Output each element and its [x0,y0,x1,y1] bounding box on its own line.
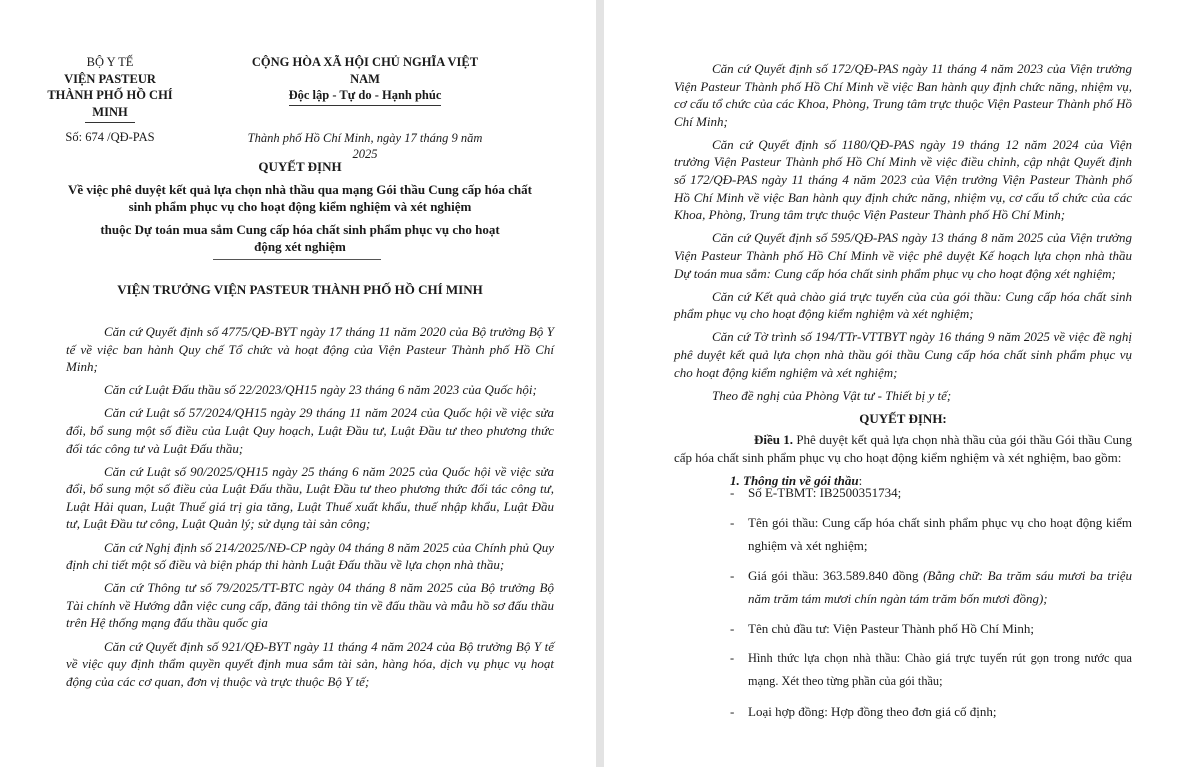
issuing-agency [40,54,180,146]
document-subject: Về việc phê duyệt kết quả lựa chọn nhà thầu qua mạng Gói thầu Cung cấp hóa chất sinh phẩm phục vụ cho hoạt động kiểm nghiệm và xét nghiệm [68,182,532,214]
legal-basis-paragraph: Căn cứ Luật số 90/2025/QH15 ngày 25 tháng 6 năm 2025 của Quốc hội về việc sửa đổi, bổ sung một số điều của Luật Đấu thầu, Luật Đầu tư theo phương thức đối tác công tư, Luật Hải quan, Luật Thuế giá trị gia tăng, Luật Thuế xuất khẩu, thuế nhập khẩu, Luật Đầu tư, Luật Đầu tư công, Luật Quản lý; sử dụng tài sản công; [66,463,554,532]
agency-underline [85,122,135,123]
legal-basis-list-continued [674,60,1132,490]
list-item [730,700,1132,723]
title-divider [213,259,381,260]
legal-basis-paragraph: Căn cứ Luật số 57/2024/QH15 ngày 29 tháng 11 năm 2024 của Quốc hội về việc sửa đổi, bổ sung một số điều của Luật Quy hoạch, Luật Đầu tư, Luật Đầu tư theo phương thức đối tác công tư và Luật Đấu thầu; [66,405,554,456]
item-amount-in-words: (Bằng chữ: Ba trăm sáu mươi ba triệu năm trăm tám mươi chín ngàn tám trăm bốn mươi đồng); [748,568,1132,606]
document-type: QUYẾT ĐỊNH [258,159,342,174]
national-header [240,54,490,163]
bullet-dash: - [730,485,735,500]
legal-basis-paragraph: Căn cứ Kết quả chào giá trực tuyến của của gói thầu: Cung cấp hóa chất sinh phẩm phục vụ cho hoạt động kiểm nghiệm và xét nghiệm; [674,288,1132,322]
bullet-dash: - [730,515,735,530]
list-item [730,564,1132,610]
legal-basis-paragraph: Căn cứ Tờ trình số 194/TTr-VTTBYT ngày 16 tháng 9 năm 2025 về việc đề nghị phê duyệt kết quả lựa chọn nhà thầu gói thầu Cung cấp hóa chất sinh phẩm phục vụ cho hoạt động kiểm nghiệm và xét nghiệm; [674,329,1132,380]
list-item [730,617,1132,640]
item-text: Tên gói thầu: Cung cấp hóa chất sinh phẩm phục vụ cho hoạt động kiểm nghiệm và xét nghiệm; [748,515,1132,553]
bullet-dash: - [730,704,735,719]
bullet-dash: - [730,651,735,665]
legal-basis-paragraph: Căn cứ Nghị định số 214/2025/NĐ-CP ngày 04 tháng 8 năm 2025 của Chính phủ Quy định chi tiết một số điều và biện pháp thi hành Luật Đấu thầu về lựa chọn nhà thầu; [66,539,554,573]
document-page-2 [604,0,1200,767]
document-number: Số: 674 /QĐ-PAS [65,130,155,144]
legal-basis-paragraph: Căn cứ Quyết định số 595/QĐ-PAS ngày 13 tháng 8 năm 2025 của Viện trưởng Viện Pasteur Thành phố Hồ Chí Minh về việc phê duyệt Kế hoạch lựa chọn nhà thầu Dự toán mua sắm: Cung cấp hóa chất sinh phẩm phục vụ cho hoạt động xét nghiệm; [674,230,1132,281]
legal-basis-paragraph: Theo đề nghị của Phòng Vật tư - Thiết bị y tế; [712,387,952,403]
list-item [730,647,1132,693]
document-date: Thành phố Hồ Chí Minh, ngày 17 tháng 9 năm 2025 [247,130,483,161]
agency-city: THÀNH PHỐ HỒ CHÍ MINH [47,88,173,119]
item-text: Hình thức lựa chọn nhà thầu: Chào giá trực tuyến rút gọn trong nước qua mạng. Xét theo từng phần của gói thầu; [748,651,1132,688]
legal-basis-paragraph: Căn cứ Quyết định số 172/QĐ-PAS ngày 11 tháng 4 năm 2023 của Viện trưởng Viện Pasteur Thành phố Hồ Chí Minh về việc Ban hành quy định chức năng, nhiệm vụ, cơ cấu tổ chức của các Khoa, Phòng, Trung tâm trực thuộc Viện Pasteur Thành phố Hồ Chí Minh; [674,61,1132,129]
legal-basis-paragraph: Căn cứ Quyết định số 921/QĐ-BYT ngày 11 tháng 4 năm 2024 của Bộ trưởng Bộ Y tế về việc quy định thẩm quyền quyết định mua sắm tài sản, hàng hóa, dịch vụ phục vụ hoạt động của các cơ quan, đơn vị thuộc và trực thuộc Bộ Y tế; [66,638,554,689]
legal-basis-paragraph: Căn cứ Quyết định số 4775/QĐ-BYT ngày 17 tháng 11 năm 2020 của Bộ trưởng Bộ Y tế về việc ban hành Quy chế Tổ chức và hoạt động của Viện Pasteur Thành phố Hồ Chí Minh; [66,324,554,375]
bullet-dash: - [730,568,735,583]
package-info-list [730,481,1132,730]
item-text: Số E-TBMT: IB2500351734; [748,485,902,500]
document-page-1 [0,0,596,767]
article-1-text: Phê duyệt kết quả lựa chọn nhà thầu của gói thầu Gói thầu Cung cấp hóa chất sinh phẩm phục vụ cho hoạt động kiểm nghiệm và xét nghiệm, bao gồm: [674,432,1132,465]
legal-basis-paragraph: Căn cứ Luật Đấu thầu số 22/2023/QH15 ngày 23 tháng 6 năm 2023 của Quốc hội; [104,382,537,398]
article-1-label: Điều 1. [754,432,794,448]
decision-heading: QUYẾT ĐỊNH: [859,410,947,426]
section-1-colon: : [858,473,863,489]
item-text: Tên chủ đầu tư: Viện Pasteur Thành phố Hồ Chí Minh; [748,621,1034,636]
item-text: Loại hợp đồng: Hợp đồng theo đơn giá cố định; [748,704,997,719]
national-title: CỘNG HÒA XÃ HỘI CHỦ NGHĨA VIỆT NAM [251,55,479,86]
bullet-dash: - [730,621,735,636]
national-motto: Độc lập - Tự do - Hạnh phúc [289,87,442,106]
item-text: Giá gói thầu: 363.589.840 đồng [748,568,924,583]
legal-basis-paragraph: Căn cứ Quyết định số 1180/QĐ-PAS ngày 19 tháng 12 năm 2024 của Viện trưởng Viện Pasteur Thành phố Hồ Chí Minh về việc điều chỉnh, cập nhật Quyết định số 172/QĐ-PAS ngày 11 tháng 4 năm 2023 của Viện trưởng Viện Pasteur Thành phố Hồ Chí Minh về việc Ban hành quy định chức năng, nhiệm vụ, cơ cấu tổ chức của các Khoa, Phòng, Trung tâm trực thuộc Viện Pasteur Thành phố Hồ Chí Minh; [674,136,1132,223]
agency-name: VIỆN PASTEUR [64,71,156,86]
list-item [730,511,1132,557]
legal-basis-paragraph: Căn cứ Thông tư số 79/2025/TT-BTC ngày 04 tháng 8 năm 2025 của Bộ trưởng Bộ Tài chính về Hướng dẫn việc cung cấp, đăng tải thông tin về đấu thầu và mẫu hồ sơ đấu thầu trên Hệ thống mạng đấu thầu quốc gia [66,580,554,631]
list-item [730,481,1132,504]
document-subject-scope: thuộc Dự toán mua sắm Cung cấp hóa chất sinh phẩm phục vụ cho hoạt động xét nghiệm [100,222,500,254]
legal-basis-list [66,323,554,696]
section-1-heading: 1. Thông tin về gói thầu [730,473,859,489]
issuing-authority: VIỆN TRƯỞNG VIỆN PASTEUR THÀNH PHỐ HỒ CHÍ MINH [117,282,483,297]
agency-ministry: BỘ Y TẾ [86,55,134,69]
article-1 [674,431,1132,466]
